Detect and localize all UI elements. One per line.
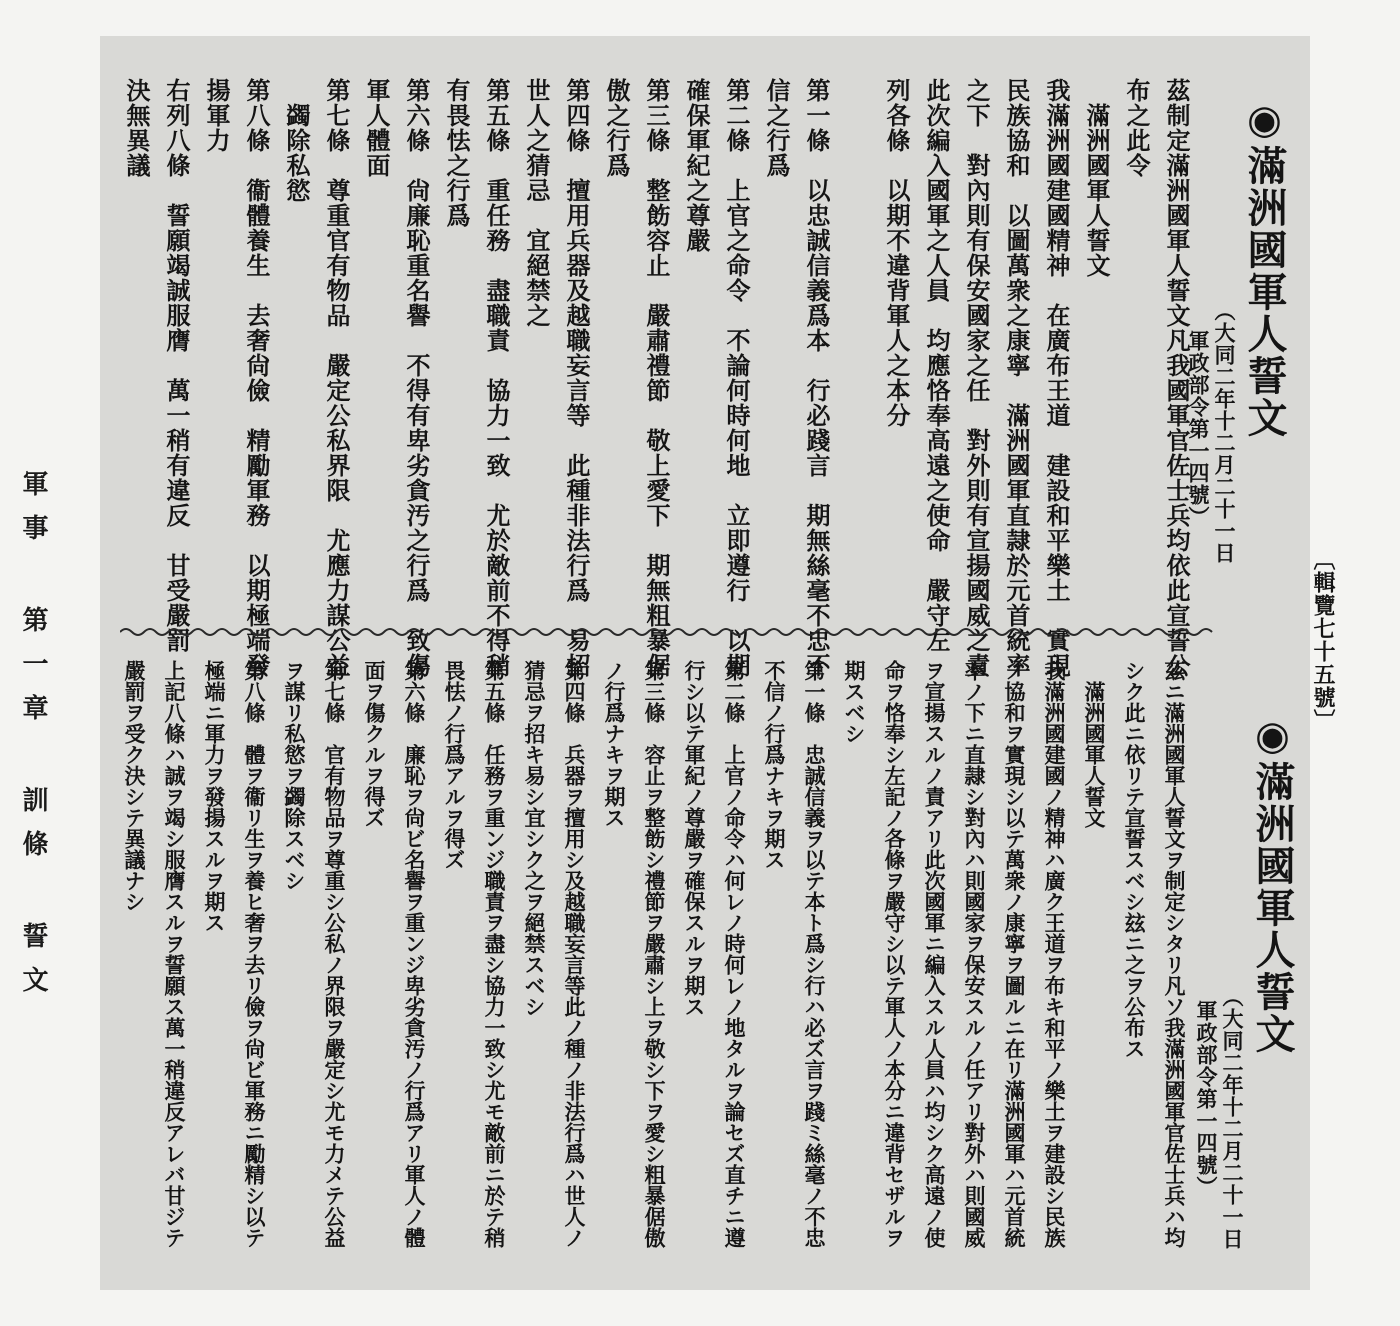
bottom-line: ヲ宣揚スルノ責アリ此次國軍ニ編入スル人員ハ均シク高遠ノ使	[922, 660, 947, 1248]
bottom-line: 命ヲ恪奉シ左記ノ各條ヲ嚴守シ以テ軍人ノ本分ニ違背セザルヲ	[882, 660, 907, 1248]
top-line: 確保軍紀之尊嚴	[682, 78, 711, 253]
bottom-title: ◉滿洲國軍人誓文	[1249, 712, 1296, 1055]
top-line: 信之行爲	[762, 78, 791, 178]
bottom-line: 第四條 兵器ヲ擅用シ及越職妄言等此ノ種ノ非法行爲ハ世人ノ	[562, 660, 587, 1248]
top-line: 民族協和 以圖萬衆之康寧 滿洲國軍直隷於元首統率	[1002, 78, 1031, 678]
bottom-line: ノ行爲ナキヲ期ス	[602, 660, 627, 828]
top-line: 第三條 整飭容止 嚴肅禮節 敬上愛下 期無粗暴倨	[642, 78, 671, 678]
top-line: 第七條 尊重官有物品 嚴定公私界限 尤應力謀公益	[322, 78, 351, 678]
sidebar-issue-number: 〔輯覽七十五號〕	[1310, 548, 1336, 732]
top-line: 有畏怯之行爲	[442, 78, 471, 228]
bottom-line: 第七條 官有物品ヲ尊重シ公私ノ界限ヲ嚴定シ尤モ力メテ公益	[322, 660, 347, 1248]
bottom-line: シク此ニ依リテ宣誓スベシ玆ニ之ヲ公布ス	[1122, 660, 1147, 1059]
bottom-line: 第八條 體ヲ衞リ生ヲ養ヒ奢ヲ去リ儉ヲ尙ビ軍務ニ勵精シ以テ	[242, 660, 267, 1248]
top-line: 茲制定滿洲國軍人誓文凡我國軍官佐士兵均依此宣誓公	[1162, 78, 1191, 678]
bottom-line: 茲ニ滿洲國軍人誓文ヲ制定シタリ凡ソ我滿洲國軍官佐士兵ハ均	[1162, 660, 1187, 1248]
top-line: 第二條 上官之命令 不論何時何地 立即遵行 以期	[722, 78, 751, 678]
top-line: 決無異議	[122, 78, 151, 178]
bottom-line: 我滿洲國建國ノ精神ハ廣ク王道ヲ布キ和平ノ樂土ヲ建設シ民族	[1042, 660, 1067, 1248]
top-line: 右列八條 誓願竭誠服膺 萬一稍有違反 甘受嚴罰	[162, 78, 191, 653]
top-line: 列各條 以期不違背軍人之本分	[882, 78, 911, 428]
top-line: 第一條 以忠誠信義爲本 行必踐言 期無絲毫不忠不	[802, 78, 831, 678]
bottom-date-line2: 軍政部令第一四號）	[1194, 1000, 1219, 1198]
top-line: 軍人體面	[362, 78, 391, 178]
top-line: 傲之行爲	[602, 78, 631, 178]
bottom-line: 第五條 任務ヲ重ンジ職責ヲ盡シ協力一致シ尤モ敵前ニ於テ稍	[482, 660, 507, 1248]
chapter-side-label: 軍事 第一章 訓條 誓文	[18, 470, 48, 1010]
bottom-line: 極端ニ軍力ヲ發揚スルヲ期ス	[202, 660, 227, 933]
bottom-line: 猜忌ヲ招キ易シ宜シク之ヲ絕禁スベシ	[522, 660, 547, 1017]
top-line: 世人之猜忌 宜絕禁之	[522, 78, 551, 328]
top-line: 滿洲國軍人誓文	[1082, 78, 1111, 278]
bottom-line: 第六條 廉恥ヲ尙ビ名譽ヲ重ンジ卑劣貪汚ノ行爲アリ軍人ノ體	[402, 660, 427, 1248]
bottom-line: 率ノ下ニ直隷シ對內ハ則國家ヲ保安スルノ任アリ對外ハ則國威	[962, 660, 987, 1248]
top-line: 揚軍力	[202, 78, 231, 153]
top-date-line1: （大同二年十二月二十一日	[1212, 300, 1237, 564]
bottom-line: 行シ以テ軍紀ノ尊嚴ヲ確保スルヲ期ス	[682, 660, 707, 1017]
top-line: 第八條 衞體養生 去奢尙儉 精勵軍務 以期極端發	[242, 78, 271, 678]
top-date-line2: 軍政部令第一四號）	[1186, 330, 1211, 528]
bottom-line: 滿洲國軍人誓文	[1082, 660, 1107, 828]
top-line: 第四條 擅用兵器及越職妄言等 此種非法行爲 易招	[562, 78, 591, 678]
bottom-line: 畏怯ノ行爲アルヲ得ズ	[442, 660, 467, 870]
bottom-line: 第一條 忠誠信義ヲ以テ本ト爲シ行ハ必ズ言ヲ踐ミ絲毫ノ不忠	[802, 660, 827, 1248]
top-line: 第五條 重任務 盡職責 協力一致 尤於敵前不得稍	[482, 78, 511, 678]
bottom-line: ヲ謀リ私慾ヲ蠲除スベシ	[282, 660, 307, 891]
top-line: 蠲除私慾	[282, 78, 311, 203]
top-title: ◉滿洲國軍人誓文	[1241, 96, 1288, 439]
bottom-line: 面ヲ傷クルヲ得ズ	[362, 660, 387, 828]
top-line: 此次編入國軍之人員 均應恪奉高遠之使命 嚴守左	[922, 78, 951, 653]
bottom-date-line1: （大同二年十二月二十一日	[1220, 986, 1245, 1250]
bottom-line: 第二條 上官ノ命令ハ何レノ時何レノ地タルヲ論セズ直チニ遵	[722, 660, 747, 1248]
bottom-line: 期スベシ	[842, 660, 867, 744]
top-line: 布之此令	[1122, 78, 1151, 178]
bottom-line: 不信ノ行爲ナキヲ期ス	[762, 660, 787, 870]
bottom-line: ノ協和ヲ實現シ以テ萬衆ノ康寧ヲ圖ルニ在リ滿洲國軍ハ元首統	[1002, 660, 1027, 1248]
section-divider	[120, 620, 1220, 644]
bottom-line: 嚴罰ヲ受ク決シテ異議ナシ	[122, 660, 147, 912]
top-line: 第六條 尙廉恥重名譽 不得有卑劣貪汚之行爲 致傷	[402, 78, 431, 678]
bottom-line: 上記八條ハ誠ヲ竭シ服膺スルヲ誓願ス萬一稍違反アレバ甘ジテ	[162, 660, 187, 1248]
top-line: 我滿洲國建國精神 在廣布王道 建設和平樂土 實現	[1042, 78, 1071, 678]
top-line: 之下 對內則有保安國家之任 對外則有宣揚國威之責	[962, 78, 991, 678]
bottom-line: 第三條 容止ヲ整飭シ禮節ヲ嚴肅シ上ヲ敬シ下ヲ愛シ粗暴倨傲	[642, 660, 667, 1248]
